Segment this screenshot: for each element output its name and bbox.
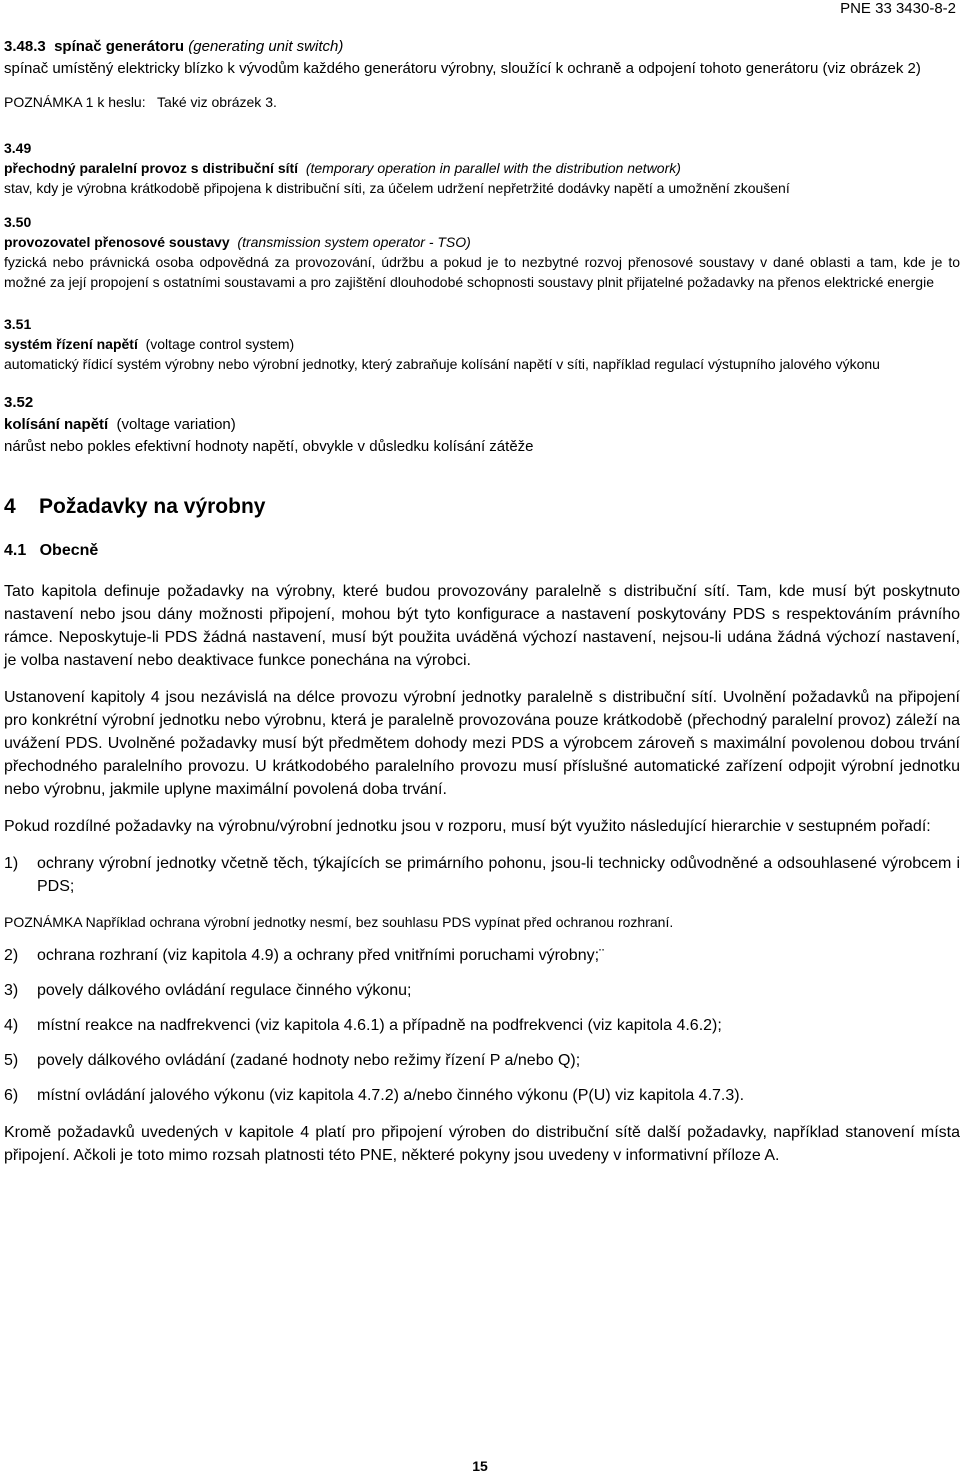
subsection-heading [4, 540, 960, 562]
section-heading [4, 494, 960, 520]
list-item-number: 5) [4, 1052, 19, 1069]
entry-term: systém řízení napětí [4, 336, 138, 352]
entry-number: 3.49 [4, 140, 32, 156]
entry-number: 3.48.3 [4, 38, 46, 55]
list-item [4, 944, 960, 967]
entry-term: provozovatel přenosové soustavy [4, 234, 230, 250]
entry-number: 3.50 [4, 214, 32, 230]
list-item-text: ochrany výrobní jednotky včetně těch, týkajících se primárního pohonu, jsou-li technicky odůvodněné a odsouhlasené výrobcem i PDS; [37, 855, 960, 895]
paragraph: Pokud rozdílné požadavky na výrobnu/výrobní jednotku jsou v rozporu, musí být využito následující hierarchie v sestupném pořadí: [4, 818, 931, 835]
list-item-number: 6) [4, 1087, 19, 1104]
document-id: PNE 33 3430-8-2 [840, 0, 956, 17]
entry-3-48-3 [4, 36, 960, 112]
list-item [4, 1084, 960, 1107]
paragraph: Ustanovení kapitoly 4 jsou nezávislá na délce provozu výrobní jednotky paralelně s distribuční sítí. Uvolnění požadavků na připojení pro konkrétní výrobní jednotku nebo výrobnu, která je paralelně provozována pouze krátkodobě (přechodný paralelní provoz) záleží na uvážení PDS. Uvolněné požadavky musí být předmětem dohody mezi PDS a výrobcem zároveň s maximální povolenou dobou trvání přechodného paralelního provozu. U krátkodobého paralelního provozu musí příslušné automatické zařízení odpojit výrobní jednotku nebo výrobnu, jakmile uplyne maximální povolená doba trvání. [4, 689, 960, 798]
list-item-text: místní reakce na nadfrekvenci (viz kapitola 4.6.1) a případně na podfrekvenci (viz kapitola 4.6.2); [37, 1017, 722, 1034]
section-number: 4 [4, 495, 16, 518]
list-item-number: 1) [4, 855, 19, 872]
page-content [4, 36, 960, 1167]
entry-note [4, 92, 960, 112]
entry-definition: spínač umístěný elektricky blízko k vývodům každého generátoru výrobny, sloužící k ochraně a odpojení tohoto generátoru (viz obrázek 2) [4, 60, 921, 77]
note-label: POZNÁMKA 1 k heslu: [4, 94, 146, 110]
entry-number: 3.52 [4, 394, 34, 411]
entry-3-50 [4, 212, 960, 292]
entry-english: (temporary operation in parallel with the distribution network) [305, 160, 681, 176]
list-item-text: povely dálkového ovládání (zadané hodnoty nebo režimy řízení P a/nebo Q); [37, 1052, 581, 1069]
note-text: Také viz obrázek 3. [157, 94, 277, 110]
entry-term: přechodný paralelní provoz s distribuční sítí [4, 160, 299, 176]
list-item-number: 4) [4, 1017, 19, 1034]
list-item-number: 3) [4, 982, 19, 999]
list-item-text: povely dálkového ovládání regulace činného výkonu; [37, 982, 412, 999]
section-title: Požadavky na výrobny [39, 495, 266, 518]
paragraph: Tato kapitola definuje požadavky na výrobny, které budou provozovány paralelně s distribuční sítí. Tam, kde musí být poskytnuto nastavení nebo jsou dány možnosti připojení, mohou být tyto konfigurace a nastavení poskytovány PDS s respektováním právního rámce. Neposkytuje-li PDS žádná nastavení, musí být použita uváděná výchozí nastavení, nejsou-li udána žádná výchozí nastavení, je volba nastavení nebo deaktivace funkce ponechána na výrobci. [4, 583, 960, 669]
list-item [4, 1049, 960, 1072]
entry-term: kolísání napětí [4, 416, 109, 433]
entry-3-51 [4, 314, 960, 374]
list-item-text: ochrana rozhraní (viz kapitola 4.9) a ochrany před vnitřními poruchami výrobny;¨ [37, 947, 605, 964]
entry-english: (generating unit switch) [188, 38, 344, 55]
entry-definition: nárůst nebo pokles efektivní hodnoty napětí, obvykle v důsledku kolísání zátěže [4, 438, 534, 455]
subsection-title: Obecně [39, 542, 99, 559]
subsection-number: 4.1 [4, 542, 27, 559]
entry-number: 3.51 [4, 316, 32, 332]
list-item [4, 1014, 960, 1037]
entry-english: (voltage variation) [116, 416, 236, 433]
entry-english: (voltage control system) [145, 336, 295, 352]
entry-definition: stav, kdy je výrobna krátkodobě připojena k distribuční síti, za účelem udržení nepřetržité dodávky napětí a umožnění zkoušení [4, 180, 790, 196]
page-number: 15 [472, 1458, 488, 1474]
list-item-text: místní ovládání jalového výkonu (viz kapitola 4.7.2) a/nebo činného výkonu (P(U) viz kapitola 4.7.3). [37, 1087, 745, 1104]
entry-definition: automatický řídicí systém výrobny nebo výrobní jednotky, který zabraňuje kolísání napětí v síti, například regulací výstupního jalového výkonu [4, 356, 880, 372]
list-item [4, 979, 960, 1002]
entry-english: (transmission system operator - TSO) [237, 234, 471, 250]
list-item-number: 2) [4, 947, 19, 964]
entry-term: spínač generátoru [54, 38, 185, 55]
list-item [4, 852, 960, 898]
entry-definition: fyzická nebo právnická osoba odpovědná za provozování, údržbu a pokud je to nezbytné rozvoj přenosové soustavy v dané oblasti a tam, kde je to možné za její propojení s ostatními soustavami a pro zajištění dlouhodobé schopnosti soustavy plnit přijatelné požadavky na přenos elektrické energie [4, 254, 960, 290]
entry-3-52 [4, 392, 960, 458]
entry-3-49 [4, 138, 960, 198]
closing-paragraph: Kromě požadavků uvedených v kapitole 4 platí pro připojení výroben do distribuční sítě další požadavky, například stanovení místa připojení. Ačkoli je toto mimo rozsah platnosti této PNE, některé pokyny jsou uvedeny v informativní příloze A. [4, 1124, 960, 1164]
list-note: POZNÁMKA Například ochrana výrobní jednotky nesmí, bez souhlasu PDS vypínat před ochranou rozhraní. [4, 914, 674, 930]
